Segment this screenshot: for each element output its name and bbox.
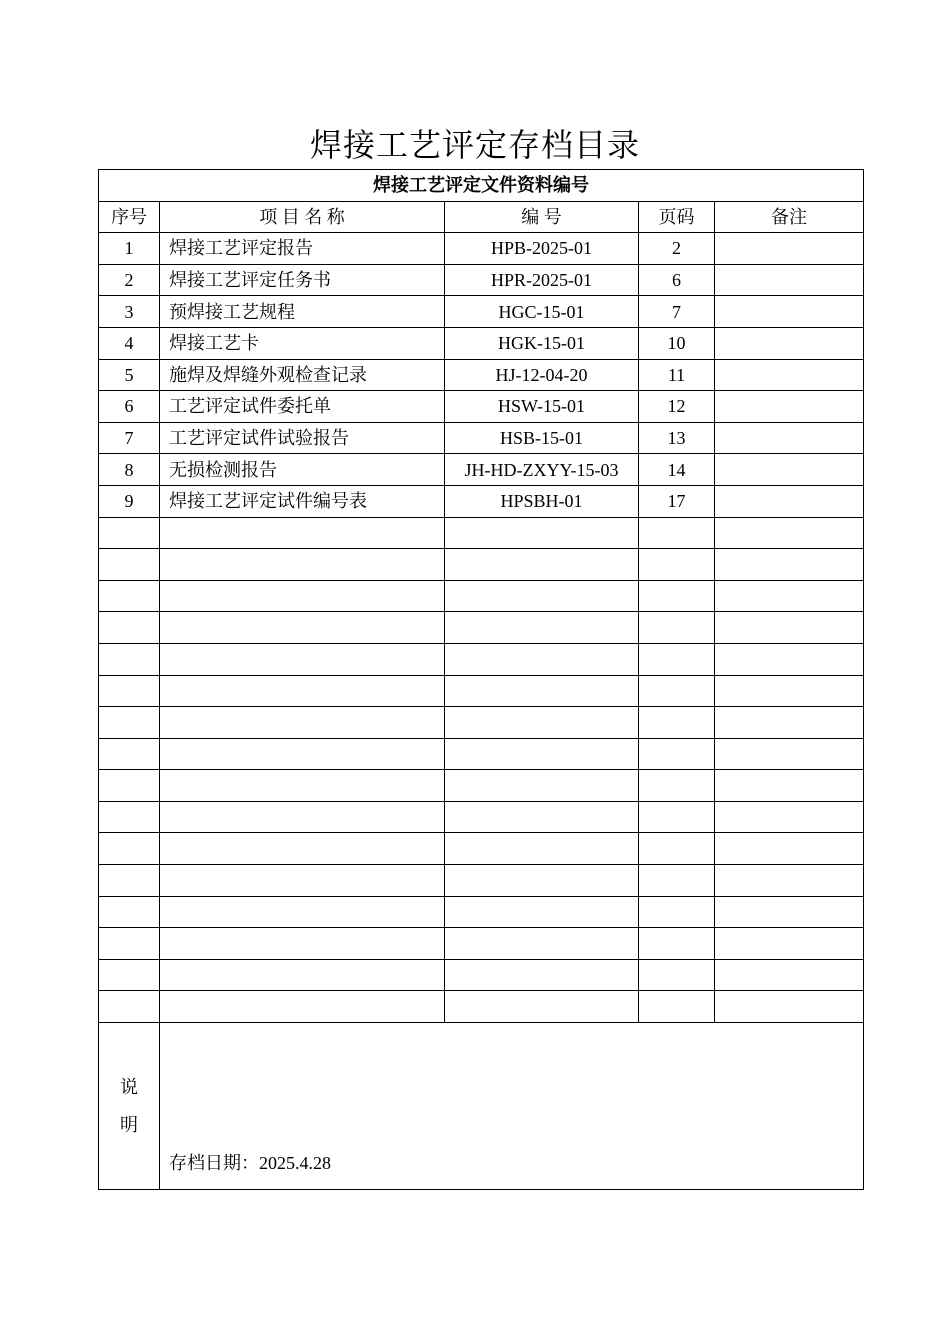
- empty-cell: [639, 801, 715, 833]
- empty-cell: [639, 833, 715, 865]
- empty-cell: [160, 991, 445, 1023]
- cell-remark: [715, 327, 864, 359]
- cell-remark: [715, 264, 864, 296]
- cell-name: 焊接工艺评定试件编号表: [160, 485, 445, 517]
- table-row: [99, 391, 864, 423]
- empty-cell: [99, 833, 160, 865]
- cell-name: 工艺评定试件试验报告: [160, 422, 445, 454]
- cell-remark: [715, 359, 864, 391]
- empty-cell: [99, 738, 160, 770]
- empty-table-row: [99, 959, 864, 991]
- empty-cell: [445, 549, 639, 581]
- cell-code: HJ-12-04-20: [445, 359, 639, 391]
- notes-row: [99, 1023, 864, 1190]
- archive-date-value: 2025.4.28: [259, 1153, 331, 1174]
- cell-code: HPR-2025-01: [445, 264, 639, 296]
- empty-cell: [715, 738, 864, 770]
- empty-cell: [160, 707, 445, 739]
- empty-cell: [445, 517, 639, 549]
- cell-no: 5: [99, 359, 160, 391]
- empty-cell: [445, 833, 639, 865]
- table-row: [99, 264, 864, 296]
- cell-no: 1: [99, 233, 160, 265]
- empty-cell: [445, 896, 639, 928]
- table-row: [99, 233, 864, 265]
- cell-name: 焊接工艺卡: [160, 327, 445, 359]
- cell-remark: [715, 296, 864, 328]
- empty-table-row: [99, 643, 864, 675]
- empty-cell: [715, 517, 864, 549]
- empty-cell: [160, 549, 445, 581]
- empty-cell: [639, 738, 715, 770]
- empty-cell: [639, 549, 715, 581]
- empty-table-row: [99, 801, 864, 833]
- table-row: [99, 485, 864, 517]
- empty-cell: [160, 928, 445, 960]
- empty-cell: [639, 643, 715, 675]
- empty-cell: [639, 865, 715, 897]
- empty-cell: [99, 549, 160, 581]
- empty-table-row: [99, 833, 864, 865]
- empty-cell: [99, 959, 160, 991]
- header-name: 项 目 名 称: [160, 201, 445, 233]
- cell-remark: [715, 485, 864, 517]
- empty-table-row: [99, 549, 864, 581]
- empty-cell: [99, 801, 160, 833]
- empty-cell: [99, 928, 160, 960]
- empty-cell: [160, 643, 445, 675]
- empty-table-row: [99, 707, 864, 739]
- empty-table-row: [99, 580, 864, 612]
- header-code: 编 号: [445, 201, 639, 233]
- notes-label-char-2: 明: [120, 1115, 138, 1136]
- empty-cell: [445, 991, 639, 1023]
- empty-table-row: [99, 928, 864, 960]
- cell-code: HSW-15-01: [445, 391, 639, 423]
- empty-cell: [445, 707, 639, 739]
- empty-cell: [99, 865, 160, 897]
- empty-cell: [99, 612, 160, 644]
- cell-no: 2: [99, 264, 160, 296]
- cell-code: HGK-15-01: [445, 327, 639, 359]
- empty-table-row: [99, 865, 864, 897]
- empty-cell: [715, 549, 864, 581]
- archive-date-line: [160, 1151, 863, 1189]
- empty-cell: [445, 675, 639, 707]
- empty-cell: [715, 770, 864, 802]
- empty-cell: [639, 675, 715, 707]
- page-title: 焊接工艺评定存档目录: [309, 127, 640, 163]
- empty-cell: [445, 801, 639, 833]
- empty-cell: [639, 612, 715, 644]
- empty-cell: [99, 675, 160, 707]
- cell-no: 9: [99, 485, 160, 517]
- table-row: [99, 422, 864, 454]
- empty-cell: [99, 770, 160, 802]
- cell-no: 7: [99, 422, 160, 454]
- empty-cell: [715, 928, 864, 960]
- cell-name: 无损检测报告: [160, 454, 445, 486]
- empty-cell: [639, 707, 715, 739]
- cell-no: 4: [99, 327, 160, 359]
- cell-name: 预焊接工艺规程: [160, 296, 445, 328]
- empty-cell: [445, 770, 639, 802]
- cell-page: 7: [639, 296, 715, 328]
- empty-table-row: [99, 738, 864, 770]
- empty-cell: [445, 643, 639, 675]
- empty-cell: [715, 833, 864, 865]
- cell-no: 8: [99, 454, 160, 486]
- cell-code: HSB-15-01: [445, 422, 639, 454]
- cell-name: 施焊及焊缝外观检查记录: [160, 359, 445, 391]
- empty-cell: [160, 865, 445, 897]
- table-banner-row: [99, 170, 864, 202]
- empty-cell: [160, 517, 445, 549]
- table-title: 焊接工艺评定文件资料编号: [99, 170, 864, 202]
- empty-cell: [445, 959, 639, 991]
- cell-page: 12: [639, 391, 715, 423]
- cell-code: JH-HD-ZXYY-15-03: [445, 454, 639, 486]
- cell-page: 17: [639, 485, 715, 517]
- empty-cell: [99, 991, 160, 1023]
- empty-cell: [445, 580, 639, 612]
- empty-cell: [715, 612, 864, 644]
- empty-table-row: [99, 991, 864, 1023]
- empty-cell: [99, 643, 160, 675]
- cell-page: 14: [639, 454, 715, 486]
- empty-cell: [160, 770, 445, 802]
- cell-name: 焊接工艺评定任务书: [160, 264, 445, 296]
- notes-label-char-1: 说: [120, 1077, 138, 1098]
- catalog-table: [98, 169, 864, 1190]
- empty-cell: [639, 928, 715, 960]
- empty-cell: [160, 959, 445, 991]
- empty-cell: [160, 833, 445, 865]
- empty-cell: [639, 580, 715, 612]
- cell-page: 11: [639, 359, 715, 391]
- empty-cell: [99, 517, 160, 549]
- cell-remark: [715, 391, 864, 423]
- empty-cell: [715, 896, 864, 928]
- empty-table-row: [99, 896, 864, 928]
- cell-code: HGC-15-01: [445, 296, 639, 328]
- table-row: [99, 454, 864, 486]
- table-row: [99, 327, 864, 359]
- empty-table-row: [99, 612, 864, 644]
- empty-cell: [99, 580, 160, 612]
- cell-page: 13: [639, 422, 715, 454]
- header-row: [99, 201, 864, 233]
- empty-table-row: [99, 675, 864, 707]
- empty-cell: [639, 991, 715, 1023]
- cell-page: 6: [639, 264, 715, 296]
- empty-cell: [445, 865, 639, 897]
- cell-page: 10: [639, 327, 715, 359]
- empty-cell: [445, 928, 639, 960]
- empty-cell: [715, 991, 864, 1023]
- empty-cell: [160, 675, 445, 707]
- header-no: 序号: [99, 201, 160, 233]
- empty-cell: [715, 959, 864, 991]
- header-remark: 备注: [715, 201, 864, 233]
- cell-name: 工艺评定试件委托单: [160, 391, 445, 423]
- table-row: [99, 359, 864, 391]
- cell-no: 6: [99, 391, 160, 423]
- empty-cell: [715, 865, 864, 897]
- cell-remark: [715, 233, 864, 265]
- cell-page: 2: [639, 233, 715, 265]
- empty-cell: [445, 612, 639, 644]
- empty-cell: [99, 896, 160, 928]
- cell-code: HPB-2025-01: [445, 233, 639, 265]
- empty-cell: [715, 801, 864, 833]
- empty-cell: [445, 738, 639, 770]
- archive-date-label: 存档日期：: [169, 1153, 259, 1174]
- cell-remark: [715, 422, 864, 454]
- empty-cell: [715, 675, 864, 707]
- empty-cell: [639, 517, 715, 549]
- empty-cell: [160, 580, 445, 612]
- empty-table-row: [99, 517, 864, 549]
- notes-label: [99, 1023, 160, 1190]
- empty-cell: [639, 770, 715, 802]
- empty-cell: [160, 801, 445, 833]
- empty-cell: [99, 707, 160, 739]
- table-row: [99, 296, 864, 328]
- empty-cell: [715, 580, 864, 612]
- empty-cell: [160, 738, 445, 770]
- empty-cell: [715, 707, 864, 739]
- empty-cell: [639, 896, 715, 928]
- empty-cell: [160, 612, 445, 644]
- notes-content: [160, 1023, 864, 1190]
- empty-cell: [160, 896, 445, 928]
- cell-remark: [715, 454, 864, 486]
- cell-name: 焊接工艺评定报告: [160, 233, 445, 265]
- empty-cell: [715, 643, 864, 675]
- empty-table-row: [99, 770, 864, 802]
- empty-cell: [639, 959, 715, 991]
- header-page: 页码: [639, 201, 715, 233]
- cell-no: 3: [99, 296, 160, 328]
- cell-code: HPSBH-01: [445, 485, 639, 517]
